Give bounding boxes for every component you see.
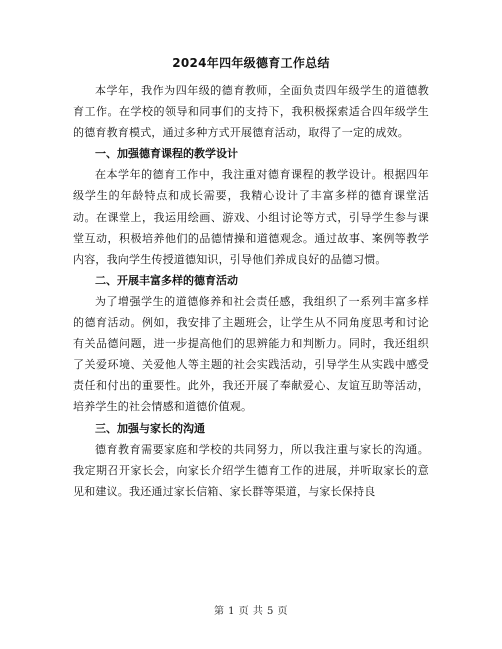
document-body [73, 80, 429, 502]
section-1-heading: 一、加强德育课程的教学设计 [95, 147, 238, 161]
section-2-paragraph: 为了增强学生的道德修养和社会责任感，我组织了一系列丰富多样的德育活动。例如，我安排了主题班会，让学生从不同角度思考和讨论有关品德问题，进一步提高他们的思辨能力和判断力。同时，我还组织了关爱环境、关爱他人等主题的社会实践活动，引导学生从实践中感受责任和付出的重要性。此外，我还开展了奉献爱心、友谊互助等活动，培养学生的社会情感和道德价值观。 [73, 294, 429, 414]
section-3-paragraph: 德育教育需要家庭和学校的共同努力，所以我注重与家长的沟通。我定期召开家长会，向家长介绍学生德育工作的进展，并听取家长的意见和建议。我还通过家长信箱、家长群等渠道，与家长保持良 [73, 442, 429, 498]
section-3-heading: 三、加强与家长的沟通 [95, 421, 205, 435]
section-2-heading: 二、开展丰富多样的德育活动 [95, 273, 238, 287]
section-1-paragraph: 在本学年的德育工作中，我注重对德育课程的教学设计。根据四年级学生的年龄特点和成长需要，我精心设计了丰富多样的德育课堂活动。在课堂上，我运用绘画、游戏、小组讨论等方式，引导学生参与课堂互动，积极培养他们的品德情操和道德观念。通过故事、案例等教学内容，我向学生传授道德知识，引导他们养成良好的品德习惯。 [73, 168, 429, 266]
document-title: 2024年四年级德育工作总结 [172, 56, 330, 70]
intro-paragraph: 本学年，我作为四年级的德育教师，全面负责四年级学生的道德教育工作。在学校的领导和同事们的支持下，我积极探索适合四年级学生的德育教育模式，通过多种方式开展德育活动，取得了一定的成效。 [73, 84, 429, 140]
page-footer: 第 1 页 共 5 页 [213, 606, 289, 617]
